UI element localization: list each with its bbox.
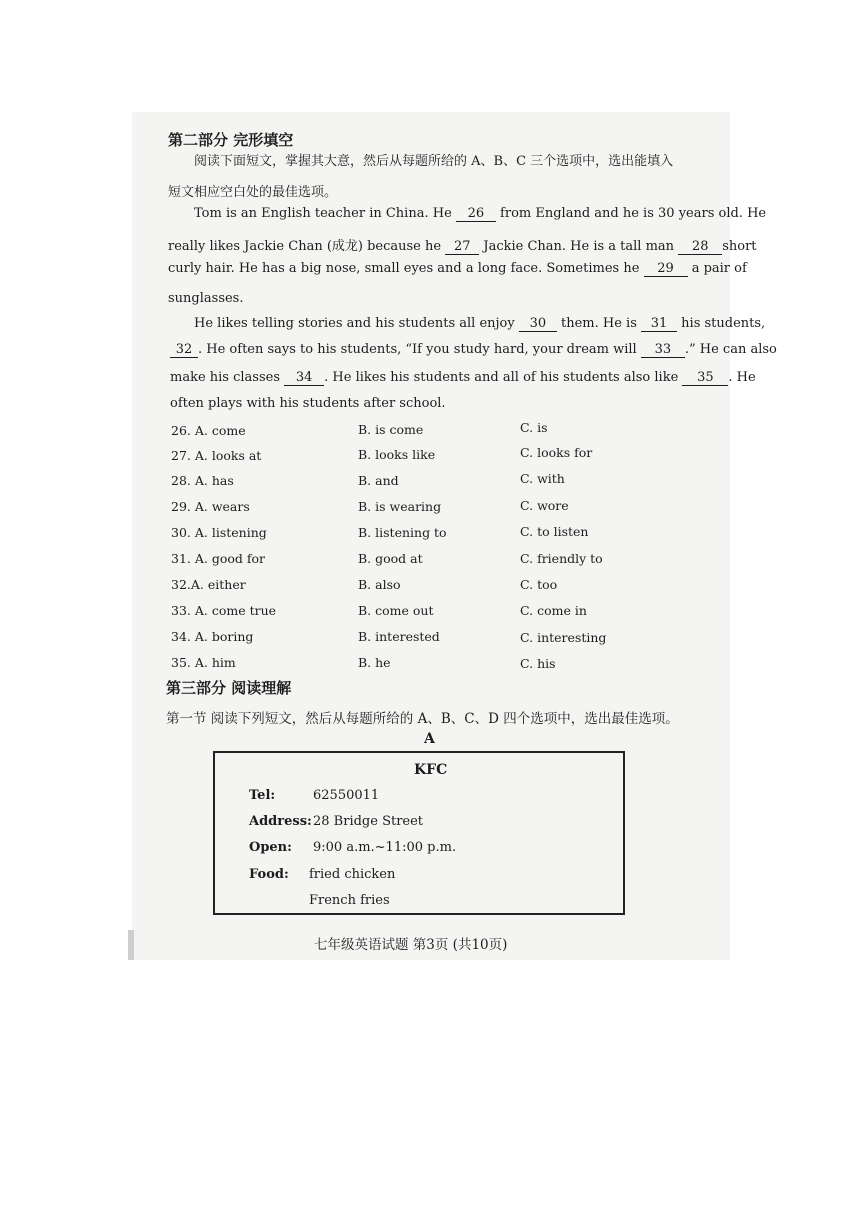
q30-option-a: 30. A. listening [171, 525, 267, 540]
q32-option-a: 32.A. either [171, 577, 246, 592]
passage-text: Jackie Chan. He is a tall man [483, 239, 675, 254]
q33-option-b: B. come out [358, 603, 434, 618]
passage-text: really likes Jackie Chan (成龙) because he [168, 239, 442, 254]
part2-instruction-line1: 阅读下面短文，掌握其大意，然后从每题所给的 A、B、C 三个选项中，选出能填入 [194, 154, 674, 169]
passage-line-7 [170, 370, 756, 386]
open-label: Open: [249, 840, 292, 855]
passage-text: .” He can also [684, 342, 777, 357]
q28-option-c: C. with [520, 471, 565, 486]
food-item-2: French fries [309, 893, 390, 908]
q27-option-a: 27. A. looks at [171, 448, 262, 463]
q34-option-b: B. interested [358, 629, 440, 644]
q29-option-c: C. wore [520, 498, 569, 513]
blank-28: 28 [678, 240, 722, 255]
part3-title: 第三部分 阅读理解 [166, 679, 292, 697]
q35-option-b: B. he [358, 655, 391, 670]
address-value: 28 Bridge Street [313, 814, 424, 829]
open-hours-value: 9:00 a.m.~11:00 p.m. [313, 840, 457, 855]
passage-text: make his classes [170, 370, 281, 385]
q30-option-c: C. to listen [520, 524, 589, 539]
q26-option-c: C. is [520, 420, 548, 435]
passage-text: curly hair. He has a big nose, small eyes and a long face. Sometimes he [168, 261, 640, 276]
passage-text: . He [728, 370, 756, 385]
scan-edge-mark [128, 930, 134, 960]
passage-line-3 [168, 261, 747, 277]
address-label: Address: [249, 814, 312, 829]
passage-text: from England and he is 30 years old. He [500, 206, 767, 221]
kfc-card-title: KFC [414, 762, 448, 778]
passage-text: Tom is an English teacher in China. He [194, 206, 452, 221]
passage-text: . He often says to his students, “If you study hard, your dream will [198, 342, 637, 357]
q31-option-a: 31. A. good for [171, 551, 265, 566]
part3-section1-instruction: 第一节 阅读下列短文，然后从每题所给的 A、B、C、D 四个选项中，选出最佳选项。 [166, 711, 679, 727]
q34-option-a: 34. A. boring [171, 629, 254, 644]
blank-31: 31 [641, 317, 677, 332]
blank-33: 33 [641, 343, 685, 358]
passage-line-1 [194, 206, 766, 222]
tel-value: 62550011 [313, 788, 380, 803]
q26-option-a: 26. A. come [171, 423, 246, 438]
q31-option-b: B. good at [358, 551, 423, 566]
part2-instruction-line2: 短文相应空白处的最佳选项。 [168, 185, 338, 200]
q35-option-c: C. his [520, 656, 556, 671]
passage-line-8: often plays with his students after school. [170, 396, 446, 411]
passage-line-4: sunglasses. [168, 291, 244, 306]
passage-line-5 [194, 316, 765, 332]
blank-35: 35 [682, 371, 728, 386]
q32-option-c: C. too [520, 577, 558, 592]
q28-option-b: B. and [358, 473, 399, 488]
q33-option-a: 33. A. come true [171, 603, 277, 618]
q26-option-b: B. is come [358, 422, 424, 437]
q30-option-b: B. listening to [358, 525, 447, 540]
q32-option-b: B. also [358, 577, 401, 592]
part2-title: 第二部分 完形填空 [168, 131, 294, 149]
passage-text: them. He is [561, 316, 637, 331]
q33-option-c: C. come in [520, 603, 587, 618]
page-footer: 七年级英语试题 第3页 (共10页) [314, 937, 508, 953]
passage-text: short [722, 239, 757, 254]
q35-option-a: 35. A. him [171, 655, 236, 670]
food-item-1: fried chicken [309, 867, 396, 882]
blank-26: 26 [456, 207, 496, 222]
passage-label: A [424, 731, 435, 747]
q29-option-a: 29. A. wears [171, 499, 250, 514]
food-label: Food: [249, 867, 289, 882]
blank-30: 30 [519, 317, 557, 332]
q29-option-b: B. is wearing [358, 499, 442, 514]
blank-34: 34 [284, 371, 324, 386]
passage-line-2 [168, 235, 757, 255]
blank-29: 29 [644, 262, 688, 277]
passage-text: . He likes his students and all of his students also like [324, 370, 679, 385]
passage-text: He likes telling stories and his students all enjoy [194, 316, 515, 331]
passage-line-6 [170, 342, 777, 358]
q28-option-a: 28. A. has [171, 473, 234, 488]
q34-option-c: C. interesting [520, 630, 607, 645]
q27-option-b: B. looks like [358, 447, 436, 462]
blank-32: 32 [170, 343, 198, 358]
tel-label: Tel: [249, 788, 276, 803]
passage-text: a pair of [691, 261, 747, 276]
q31-option-c: C. friendly to [520, 551, 603, 566]
passage-text: his students, [681, 316, 766, 331]
q27-option-c: C. looks for [520, 445, 593, 460]
blank-27: 27 [445, 240, 479, 255]
